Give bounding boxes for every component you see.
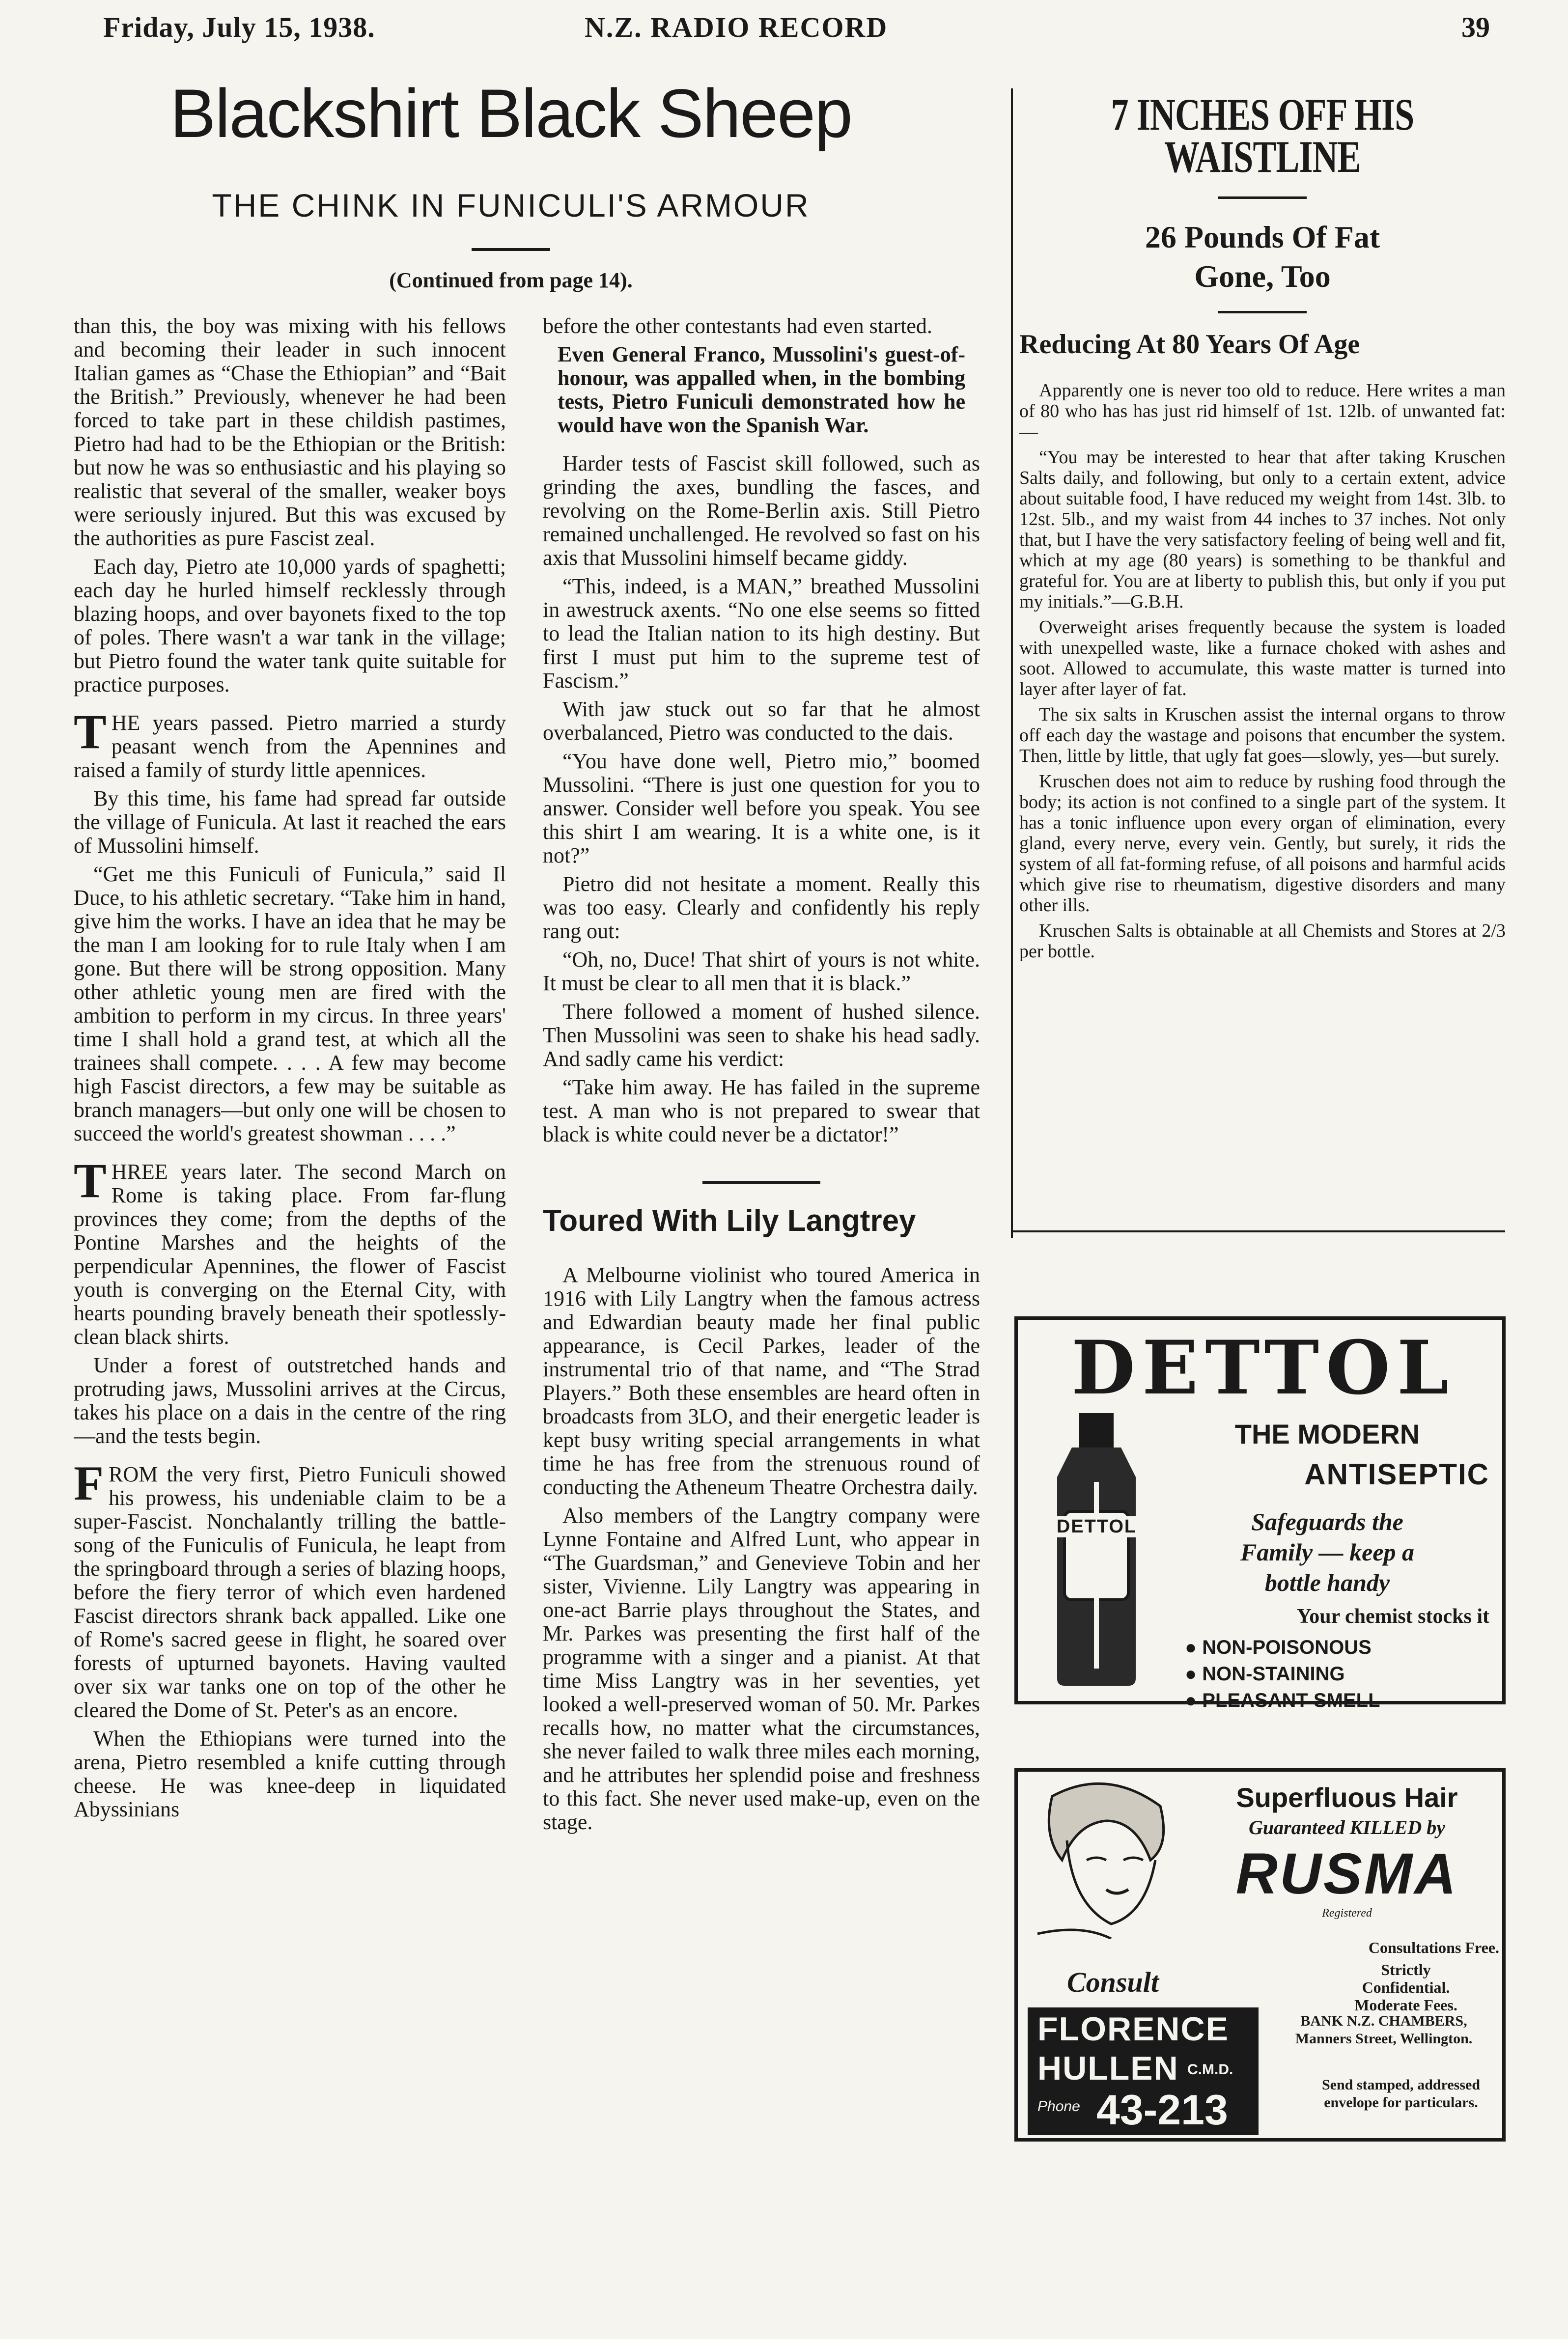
paragraph: “You may be interested to hear that after taking Kruschen Salts daily, and following, but only to a certain extent, advice about suitable food, I have reduced my weight from 14st. 3lb. to 12st. 5lb., and my waist from 44 inches to 37 inches. Not only that, but I have the very satisfactory feeling of being well and fit, which at my age (80 years) is something to be thankful and grateful for. You are at liberty to publish this, but only if you put my initials.”—G.B.H.	[1019, 447, 1506, 612]
paragraph: “You have done well, Pietro mio,” boomed Mussolini. “There is just one question for you to answer. Consider well before you speak. You see this shirt I am wearing. It is a white one, is it not?”	[543, 749, 980, 867]
paragraph: There followed a moment of hushed silence. Then Mussolini was seen to shake his head sadly. And sadly came his verdict:	[543, 1000, 980, 1071]
paragraph: Overweight arises frequently because the system is loaded with unexpelled waste, like a furnace choked with ashes and soot. Allowed to accumulate, this waste matter is turned into layer after layer of fat.	[1019, 617, 1506, 699]
paragraph: A Melbourne violinist who toured America in 1916 with Lily Langtry when the famous actress and Edwardian beauty made her final public appearance, is Cecil Parkes, leader of the instrumental trio of that name, and “The Strad Players.” Both these ensembles are heard often in broadcasts from 3LO, and their energetic leader is kept busy writing special arrangements in what time he has free from the strenuous round of conducting the Atheneum Theatre Orchestra daily.	[543, 1263, 980, 1499]
title-divider	[472, 248, 550, 251]
dettol-bullet: ● NON-POISONOUS	[1185, 1637, 1372, 1658]
dettol-tagline-1: Safeguards the	[1251, 1508, 1403, 1535]
dettol-line-1: THE MODERN	[1234, 1419, 1420, 1449]
florence-name: FLORENCE	[1037, 2010, 1229, 2048]
dettol-brand: DETTOL	[1071, 1325, 1456, 1411]
langtry-title: Toured With Lily Langtrey	[543, 1204, 916, 1238]
rusma-registered: Registered	[1322, 1907, 1372, 1920]
dettol-bullet: ● PLEASANT SMELL	[1185, 1690, 1380, 1711]
page-number: 39	[1461, 11, 1490, 43]
woman-portrait-icon	[1023, 1777, 1190, 1939]
paragraph: Pietro did not hesitate a moment. Really this was too easy. Clearly and confidently his reply rang out:	[543, 872, 980, 943]
rusma-line-2: Guaranteed KILLED by	[1249, 1816, 1445, 1838]
hullen-name: HULLEN	[1037, 2050, 1179, 2087]
dettol-bullet: ● NON-STAINING	[1185, 1663, 1345, 1685]
kruschen-headline: 7 INCHES OFF HIS WAISTLINE	[1111, 89, 1414, 182]
rusma-consult: Consult	[1067, 1966, 1159, 1998]
paragraph: than this, the boy was mixing with his fellows and becoming their leader in such innocent Italian games as “Chase the Ethiopian” and “Bait the British.” Previously, whenever he had been forced to take part in these childish pastimes, Pietro had had to be the Ethiopian or the British: but now he was so enthusiastic and his playing so realistic that several of the smaller, weaker boys were seriously injured. But this was excused by the authorities as pure Fascist zeal.	[74, 314, 506, 550]
florence-hullen-block	[1028, 2007, 1259, 2135]
drop-cap: F	[74, 1456, 104, 1510]
paragraph: With jaw stuck out so far that he almost overbalanced, Pietro was conducted to the dais.	[543, 697, 980, 745]
paragraph: When the Ethiopians were turned into the arena, Pietro resembled a knife cutting through cheese. He was knee-deep in liquidated Abyssinians	[74, 1726, 506, 1821]
divider	[1218, 196, 1307, 199]
article-subtitle: THE CHINK IN FUNICULI'S ARMOUR	[212, 187, 810, 223]
paragraph: THREE years later. The second March on Rome is taking place. From far-flung provinces they come; from the depths of the Pontine Marshes and the heights of the perpendicular Apennines, the flower of Fascist youth is converging on the Eternal City, with hearts pounding bravely beneath their spotlessly-clean black shirts.	[74, 1153, 506, 1349]
drop-cap: T	[74, 1153, 107, 1208]
paragraph: “This, indeed, is a MAN,” breathed Mussolini in awestruck axents. “No one else seems so fitted to lead the Italian nation to its high destiny. But first I must put him to the supreme test of Fascism.”	[543, 574, 980, 693]
drop-cap: T	[74, 704, 107, 759]
publication-name: N.Z. RADIO RECORD	[585, 11, 888, 43]
paragraph: Each day, Pietro ate 10,000 yards of spaghetti; each day he hurled himself recklessly through blazing hoops, and over bayonets fixed to the top of poles. There wasn't a war tank in the village; but Pietro found the water tank quite suitable for practice purposes.	[74, 555, 506, 696]
dettol-tagline-3: bottle handy	[1264, 1569, 1390, 1596]
dettol-tagline-2: Family — keep a	[1240, 1538, 1415, 1566]
dettol-ad	[1014, 1316, 1506, 1711]
article-column-1	[74, 314, 506, 2328]
paragraph: Harder tests of Fascist skill followed, such as grinding the axes, bundling the fasces, and revolving on the Rome-Berlin axis. Still Pietro remained unchallenged. He revolved so fast on his axis that Mussolini himself became giddy.	[543, 451, 980, 570]
paragraph: “Get me this Funiculi of Funicula,” said Il Duce, to his athletic secretary. “Take him in hand, give him the works. I have an idea that he may be the man I am looking for to rule Italy when I am gone. But there will be strong opposition. Many other athletic young men are fired with the ambition to perform in my circus. In three years' time I shall hold a grand test, at which all the trainees shall compete. . . . A few may become high Fascist directors, a few may be suitable as branch managers—but only one will be chosen to succeed the world's greatest showman . . . .”	[74, 862, 506, 1145]
kruschen-section-title: Reducing At 80 Years Of Age	[1019, 329, 1360, 360]
paragraph: Under a forest of outstretched hands and protruding jaws, Mussolini arrives at the Circus, takes his place on a dais in the centre of the ring—and the tests begin.	[74, 1353, 506, 1448]
column-rule	[1011, 88, 1013, 1238]
dettol-bottle-icon	[1037, 1413, 1155, 1688]
rusma-brand: RUSMA	[1235, 1841, 1458, 1906]
kruschen-subhead: 26 Pounds Of Fat Gone, Too	[1145, 220, 1380, 294]
dettol-line-2: ANTISEPTIC	[1304, 1458, 1489, 1491]
phone-label: Phone	[1037, 2098, 1080, 2115]
paragraph: Apparently one is never too old to reduce. Here writes a man of 80 who has has just rid himself of 1st. 12lb. of unwanted fat:—	[1019, 380, 1506, 442]
paragraph: Kruschen does not aim to reduce by rushing food through the body; its action is not confined to a single part of the system. It has a tonic influence upon every organ of elimination, every gland, every nerve, every vein. Gently, but surely, it rids the system of all fat-forming refuse, of all poisons and harmful acids which give rise to rheumatism, digestive disorders and many other ills.	[1019, 771, 1506, 916]
paragraph: “Oh, no, Duce! That shirt of yours is not white. It must be clear to all men that it is black.”	[543, 947, 980, 995]
paragraph: FROM the very first, Pietro Funiculi showed his prowess, his undeniable claim to be a super-Fascist. Nonchalantly trilling the battle-song of the Funiculis of Funicula, he leapt from the springboard through a series of blazing hoops, before the fiery terror of which even hardened Fascist directors shrank back appalled. Like one of Rome's sacred geese in flight, he soared over forests of upturned bayonets. Having vaulted over six war tanks one on top of the other he cleared the Dome of St. Peter's as an encore.	[74, 1456, 506, 1722]
paragraph: THE years passed. Pietro married a sturdy peasant wench from the Apennines and raised a family of sturdy little apennices.	[74, 704, 506, 782]
paragraph: Kruschen Salts is obtainable at all Chemists and Stores at 2/3 per bottle.	[1019, 920, 1506, 962]
section-divider	[702, 1181, 820, 1184]
kruschen-ad	[1019, 89, 1506, 967]
rusma-send: Send stamped, addressed envelope for particulars.	[1321, 2077, 1481, 2111]
dettol-stocks: Your chemist stocks it	[1296, 1605, 1489, 1628]
paragraph: By this time, his fame had spread far outside the village of Funicula. At last it reached the ears of Mussolini himself.	[74, 786, 506, 858]
rusma-consult-free: Consultations Free.	[1368, 1939, 1499, 1956]
paragraph: The six salts in Kruschen assist the internal organs to throw off each day the wastage and poisons that encumber the system. Then, little by little, that ugly fat goes—slowly, yes—but surely.	[1019, 704, 1506, 766]
divider	[1218, 311, 1307, 313]
pull-quote: Even General Franco, Mussolini's guest-of-honour, was appalled when, in the bombing tests, Pietro Funiculi demonstrated how he would have won the Spanish War.	[558, 342, 965, 437]
bottle-label: DETTOL	[1046, 1516, 1147, 1537]
article-title: Blackshirt Black Sheep	[170, 75, 852, 152]
rusma-address: BANK N.Z. CHAMBERS, Manners Street, Wellington.	[1295, 2013, 1473, 2047]
rusma-ad	[1014, 1768, 1506, 2142]
issue-date: Friday, July 15, 1938.	[103, 11, 375, 43]
rusma-confidential: Strictly Confidential. Moderate Fees.	[1354, 1961, 1457, 2014]
rusma-line-1: Superfluous Hair	[1236, 1782, 1458, 1813]
phone-number: 43-213	[1096, 2087, 1228, 2134]
article-column-2	[543, 314, 980, 2328]
paragraph: before the other contestants had even started.	[543, 314, 932, 338]
continued-note: (Continued from page 14).	[389, 268, 633, 292]
paragraph: Also members of the Langtry company were Lynne Fontaine and Alfred Lunt, who appear in “The Guardsman,” and Genevieve Tobin and her sister, Vivienne. Lily Langtry was appearing in one-act Barrie plays throughout the States, and Mr. Parkes was presenting the first half of the programme with a singer and a pianist. At that time Miss Langtry was in her seventies, yet looked a well-preserved woman of 50. Mr. Parkes recalls how, no matter what the circumstances, she never failed to walk three miles each morning, and he attributes her splendid poise and freshness to this fact. She never used make-up, even on the stage.	[543, 1504, 980, 1834]
kruschen-bottom-rule	[1011, 1230, 1505, 1232]
paragraph: “Take him away. He has failed in the supreme test. A man who is not prepared to swear that black is white could never be a dictator!”	[543, 1075, 980, 1146]
cmd-credential: C.M.D.	[1187, 2061, 1233, 2078]
